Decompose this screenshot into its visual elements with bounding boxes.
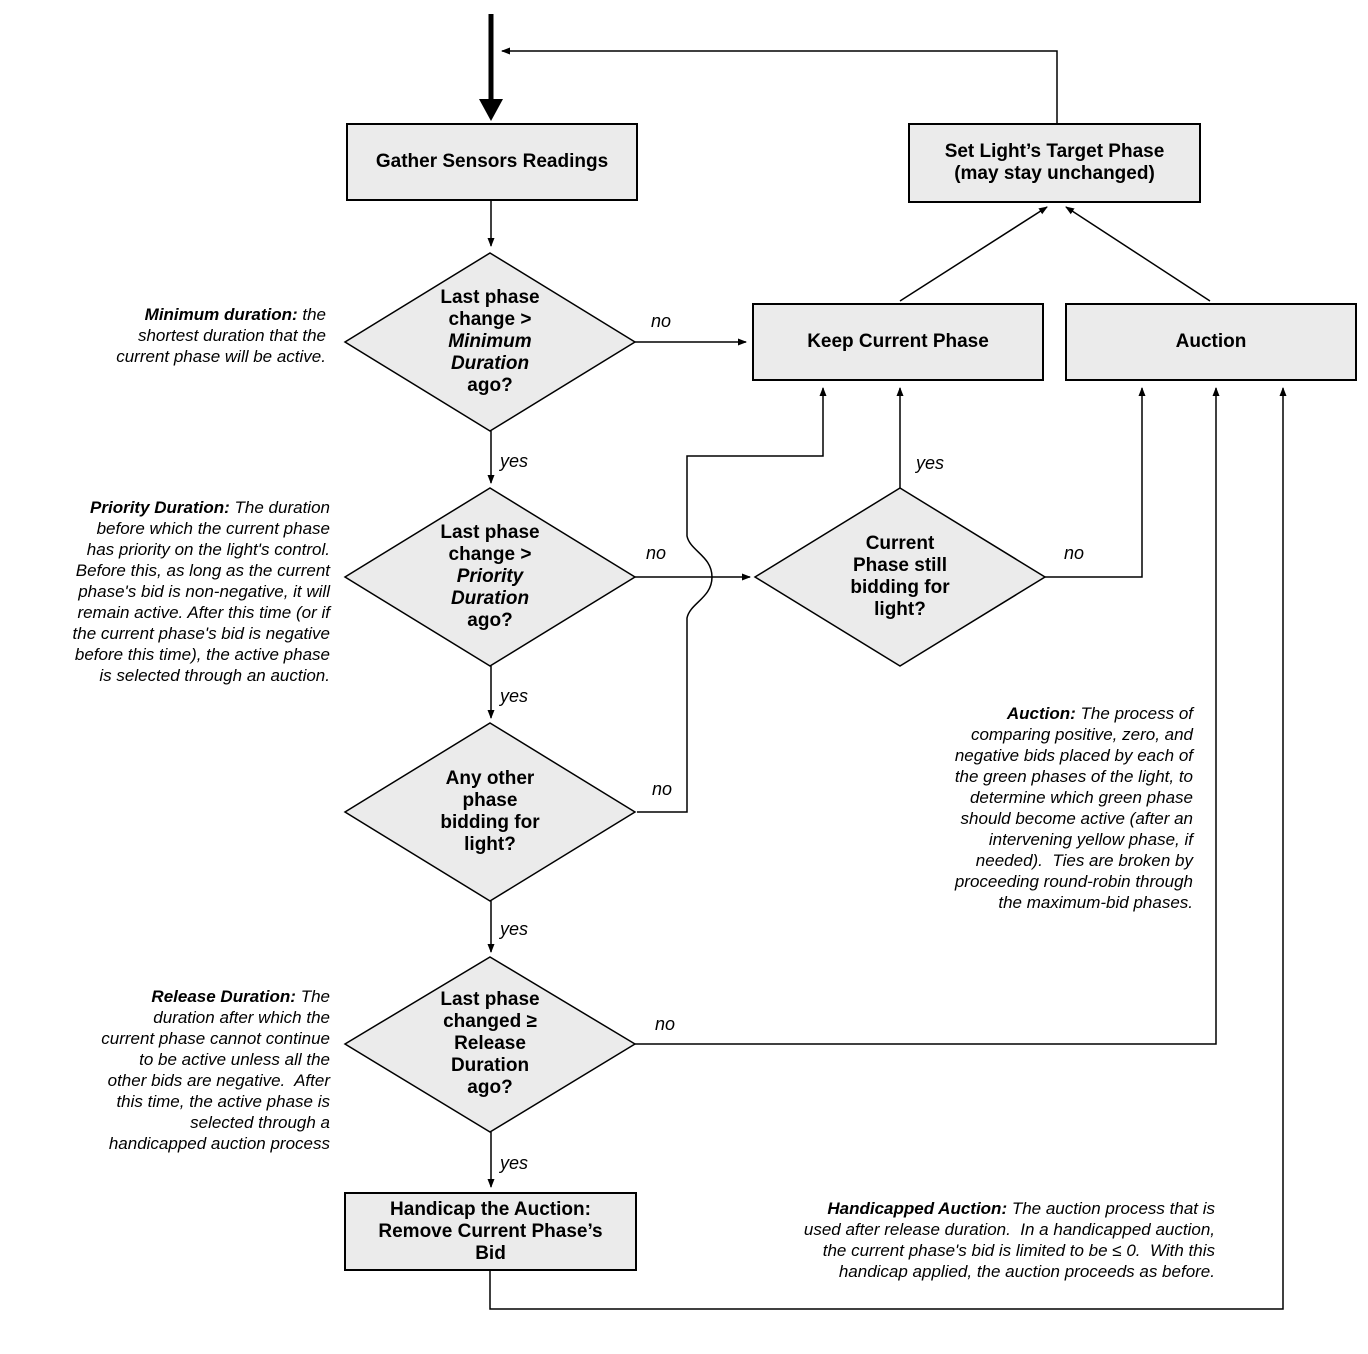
- annotation-line: Release Duration: The: [151, 987, 330, 1006]
- node-gather-sensors: [346, 123, 638, 201]
- decision-label-line: bidding for: [850, 577, 950, 598]
- annotation-term: Minimum duration:: [144, 305, 298, 324]
- annotation-line: used after release duration. In a handicapped auction,: [803, 1220, 1215, 1239]
- annotation-term: Handicapped Auction:: [827, 1199, 1008, 1218]
- annotation-line: Handicapped Auction: The auction process that is: [827, 1199, 1215, 1218]
- decision-label-line: Priority: [456, 566, 524, 587]
- edge-auction-to-set: [1066, 207, 1210, 301]
- annotation-line: remain active. After this time (or if: [77, 603, 330, 622]
- edge-label-any-other-yes: yes: [500, 919, 529, 939]
- decision-label-line: Last phase: [440, 287, 540, 308]
- decision-label-line: ago?: [467, 375, 513, 396]
- edge-label-current-no: no: [1064, 543, 1085, 563]
- edge-current-no: [1045, 388, 1142, 577]
- node-label-line: Set Light’s Target Phase: [944, 141, 1165, 162]
- decision-label-line: Minimum: [448, 331, 532, 352]
- decision-label-line: Phase still: [853, 555, 947, 576]
- edge-label-priority-no: no: [646, 543, 667, 563]
- annotation-line: to be active unless all the: [139, 1050, 330, 1069]
- decision-label-line: change >: [448, 544, 532, 565]
- node-label-line: (may stay unchanged): [954, 163, 1155, 184]
- annotation-line: other bids are negative. After: [107, 1071, 330, 1090]
- decision-label-line: change >: [448, 309, 532, 330]
- annotation-line: before this time), the active phase: [74, 645, 330, 664]
- edge-label-min-no: no: [651, 311, 672, 331]
- edge-label-any-other-no: no: [652, 779, 673, 799]
- annotation-line: this time, the active phase is: [116, 1092, 330, 1111]
- decision-label-line: ago?: [467, 1077, 513, 1098]
- edge-label-priority-yes: yes: [500, 686, 529, 706]
- annotation-line: handicap applied, the auction proceeds as before.: [838, 1262, 1215, 1281]
- annotation-line: duration after which the: [153, 1008, 330, 1027]
- annotation-line: negative bids placed by each of: [954, 746, 1193, 765]
- decision-label-line: Any other: [445, 768, 535, 789]
- node-label: Auction: [1175, 331, 1247, 352]
- node-label-line: Bid: [475, 1242, 506, 1264]
- node-set-target-phase: [908, 123, 1201, 203]
- decision-label-line: Current: [865, 533, 935, 554]
- annotation-line: Priority Duration: The duration: [90, 498, 330, 517]
- annotation-auction: [898, 703, 1193, 913]
- edge-label-min-yes: yes: [500, 451, 529, 471]
- annotation-line: Before this, as long as the current: [75, 561, 330, 580]
- annotation-line: has priority on the light's control.: [86, 540, 330, 559]
- decision-label-line: ago?: [467, 610, 513, 631]
- edge-label-release-yes: yes: [500, 1153, 529, 1173]
- annotation-release-duration: [40, 986, 330, 1154]
- annotation-term: Auction:: [1006, 704, 1076, 723]
- annotation-term: Priority Duration:: [90, 498, 230, 517]
- annotation-line: selected through a: [190, 1113, 330, 1132]
- annotation-line: Minimum duration: the: [144, 305, 326, 324]
- node-auction: [1065, 303, 1357, 381]
- decision-priority-duration-label: [420, 522, 560, 632]
- node-label: Keep Current Phase: [807, 331, 989, 352]
- annotation-line: Auction: The process of: [1006, 704, 1193, 723]
- annotation-line: needed). Ties are broken by: [975, 851, 1193, 870]
- annotation-line: handicapped auction process: [108, 1134, 330, 1153]
- annotation-line: should become active (after an: [960, 809, 1193, 828]
- decision-label-line: phase: [462, 790, 518, 811]
- start-arrowhead-icon: [479, 99, 503, 121]
- decision-label-line: Duration: [450, 1055, 530, 1076]
- annotation-line: current phase will be active.: [116, 347, 326, 366]
- edge-loop-return: [502, 51, 1057, 123]
- annotation-line: comparing positive, zero, and: [970, 725, 1193, 744]
- annotation-handicapped-auction: [643, 1198, 1215, 1282]
- decision-min-duration-label: [420, 287, 560, 397]
- annotation-priority-duration: [30, 497, 330, 686]
- edge-keep-to-set: [900, 207, 1047, 301]
- annotation-line: the current phase's bid is negative: [72, 624, 330, 643]
- annotation-minimum-duration: [81, 304, 326, 367]
- node-label-line: Handicap the Auction:: [390, 1198, 591, 1220]
- annotation-line: the green phases of the light, to: [954, 767, 1193, 786]
- decision-any-other-phase-label: [420, 768, 560, 856]
- decision-label-line: bidding for: [440, 812, 540, 833]
- decision-label-line: light?: [464, 834, 516, 855]
- annotation-line: current phase cannot continue: [101, 1029, 330, 1048]
- annotation-term: Release Duration:: [151, 987, 296, 1006]
- node-label: Gather Sensors Readings: [375, 151, 609, 172]
- edge-label-release-no: no: [655, 1014, 676, 1034]
- edge-label-current-yes: yes: [916, 453, 945, 473]
- annotation-line: intervening yellow phase, if: [988, 830, 1193, 849]
- node-handicap-auction: [344, 1192, 637, 1271]
- annotation-line: phase's bid is non-negative, it will: [78, 582, 330, 601]
- annotation-line: the current phase's bid is limited to be ≤ 0. With this: [822, 1241, 1215, 1260]
- decision-label-line: Release: [454, 1033, 526, 1054]
- decision-release-duration-label: [420, 989, 560, 1099]
- decision-label-line: light?: [874, 599, 926, 620]
- annotation-line: determine which green phase: [969, 788, 1193, 807]
- annotation-line: shortest duration that the: [137, 326, 326, 345]
- decision-label-line: changed ≥: [443, 1011, 537, 1032]
- annotation-line: is selected through an auction.: [99, 666, 330, 685]
- decision-label-line: Last phase: [440, 989, 540, 1010]
- decision-label-line: Duration: [450, 353, 530, 374]
- node-label-line: Remove Current Phase’s: [378, 1220, 603, 1242]
- decision-current-bidding-label: [830, 533, 970, 621]
- annotation-line: the maximum-bid phases.: [998, 893, 1193, 912]
- annotation-line: proceeding round-robin through: [954, 872, 1193, 891]
- decision-label-line: Duration: [450, 588, 530, 609]
- decision-label-line: Last phase: [440, 522, 540, 543]
- node-keep-current-phase: [752, 303, 1044, 381]
- annotation-line: before which the current phase: [96, 519, 330, 538]
